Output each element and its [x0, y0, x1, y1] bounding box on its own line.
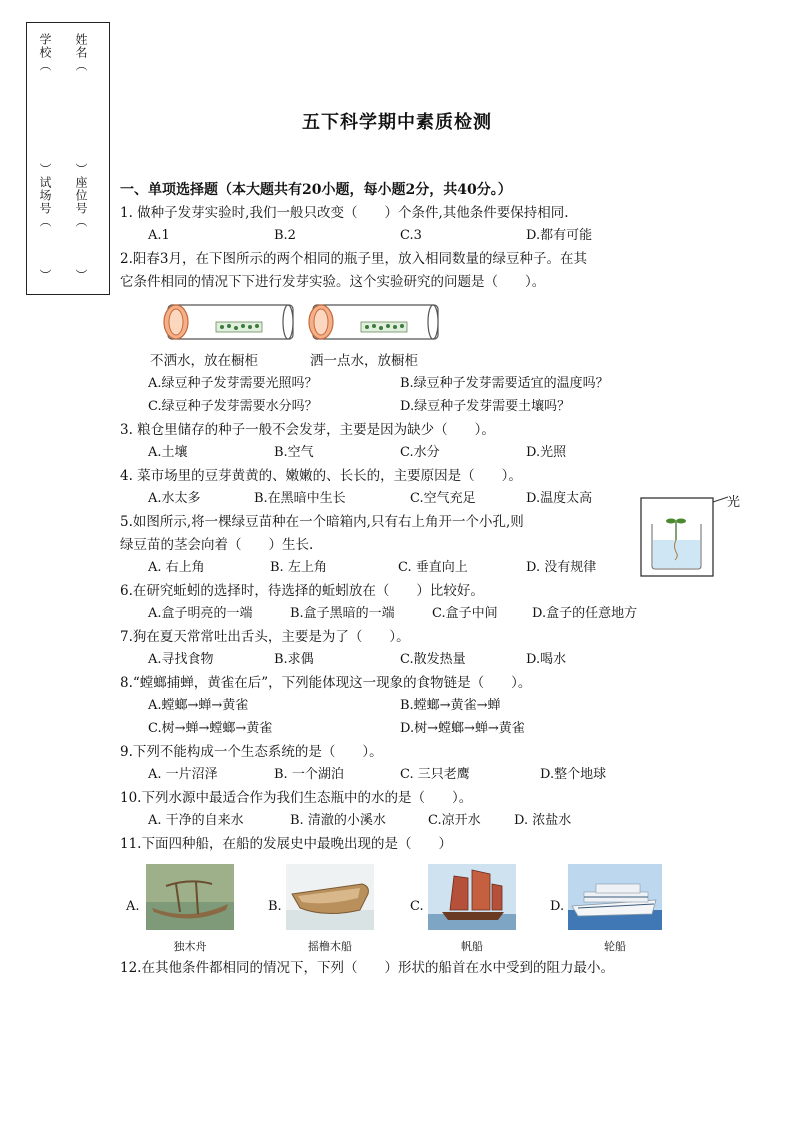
- q4-option-a: A.水太多: [148, 491, 201, 506]
- q11-caption-c: 帆船: [461, 940, 483, 953]
- question-6: 6.在研究蚯蚓的选择时，待选择的蚯蚓放在（ ）比较好。: [120, 583, 484, 599]
- q4-option-d: D.温度太高: [526, 491, 593, 506]
- question-4: 4. 菜市场里的豆芽黄黄的、嫩嫩的、长长的，主要原因是（ ）。: [120, 468, 522, 484]
- cruise-ship-image: [568, 864, 662, 930]
- q3-option-a: A.土壤: [148, 445, 188, 460]
- school-label: 学校（: [38, 33, 52, 72]
- q7-option-d: D.喝水: [526, 652, 567, 667]
- q11-letter-a: A.: [126, 899, 140, 914]
- question-3: 3. 粮仓里储存的种子一般不会发芽，主要是因为缺少（ ）。: [120, 422, 495, 438]
- q2-option-d: D.绿豆种子发芽需要土壤吗？: [400, 399, 571, 414]
- question-9: 9.下列不能构成一个生态系统的是（ ）。: [120, 744, 383, 760]
- question-5-line2: 绿豆苗的茎会向着（ ）生长.: [120, 537, 314, 553]
- rowboat-image: [286, 864, 374, 930]
- q8-option-d: D.树→螳螂→蝉→黄雀: [400, 721, 525, 736]
- question-12: 12.在其他条件都相同的情况下，下列（ ）形状的船首在水中受到的阻力最小。: [120, 960, 614, 976]
- q7-option-c: C.散发热量: [400, 652, 466, 667]
- q7-option-a: A.寻找食物: [148, 652, 214, 667]
- light-label: 光: [727, 495, 741, 510]
- room-close: ）: [38, 269, 52, 282]
- question-10: 10.下列水源中最适合作为我们生态瓶中的水的是（ ）。: [120, 790, 473, 806]
- q5-option-c: C. 垂直向上: [398, 560, 468, 575]
- name-label: 姓名（: [74, 33, 88, 72]
- q6-option-b: B.盒子黑暗的一端: [290, 606, 395, 621]
- question-1: 1. 做种子发芽实验时,我们一般只改变（ ）个条件,其他条件要保持相同.: [120, 205, 569, 221]
- q9-option-a: A. 一片沼泽: [148, 767, 218, 782]
- q4-option-c: C.空气充足: [410, 491, 476, 506]
- q10-option-a: A. 干净的自来水: [148, 813, 244, 828]
- question-11: 11.下面四种船，在船的发展史中最晚出现的是（ ）: [120, 836, 452, 852]
- q9-option-c: C. 三只老鹰: [400, 767, 470, 782]
- page-title: 五下科学期中素质检测: [302, 112, 492, 133]
- q8-option-a: A.螳螂→蝉→黄雀: [148, 698, 249, 713]
- exam-room-label: ）试场号（: [38, 163, 52, 228]
- q2-option-a: A.绿豆种子发芽需要光照吗？: [148, 376, 318, 391]
- q6-option-d: D.盒子的任意地方: [532, 606, 638, 621]
- q11-letter-d: D.: [550, 899, 565, 914]
- q1-option-a: A.1: [148, 228, 170, 243]
- q11-caption-b: 摇橹木船: [308, 940, 352, 953]
- q3-option-c: C.水分: [400, 445, 440, 460]
- dugout-canoe-image: [146, 864, 234, 930]
- bottle-left-illustration: [164, 305, 293, 339]
- sailing-junk-image: [428, 864, 516, 930]
- q9-option-d: D.整个地球: [540, 767, 607, 782]
- q3-option-b: B.空气: [274, 445, 314, 460]
- q11-caption-d: 轮船: [604, 940, 626, 953]
- q10-option-d: D. 浓盐水: [514, 813, 572, 828]
- q4-option-b: B.在黑暗中生长: [254, 491, 346, 506]
- section-heading: 一、单项选择题（本大题共有20小题，每小题2分，共40分。）: [120, 182, 512, 198]
- seat-close: ）: [74, 269, 88, 282]
- question-8: 8.“螳螂捕蝉，黄雀在后”，下列能体现这一现象的食物链是（ ）。: [120, 675, 532, 691]
- q10-option-c: C.凉开水: [428, 813, 481, 828]
- two-bottles-figure: [158, 300, 448, 346]
- seat-number-label: ）座位号（: [74, 163, 88, 228]
- q11-letter-c: C.: [410, 899, 424, 914]
- q5-option-a: A. 右上角: [148, 560, 205, 575]
- q10-option-b: B. 清澈的小溪水: [290, 813, 386, 828]
- q1-option-c: C.3: [400, 228, 422, 243]
- question-2-line1: 2.阳春3月，在下图所示的两个相同的瓶子里，放入相同数量的绿豆种子。在其: [120, 251, 587, 267]
- bottle-right-label: 洒一点水，放橱柜: [310, 353, 418, 369]
- dark-box-figure: [640, 494, 740, 580]
- question-7: 7.狗在夏天常常吐出舌头，主要是为了（ ）。: [120, 629, 410, 645]
- q1-option-b: B.2: [274, 228, 296, 243]
- student-info-box: [26, 22, 110, 295]
- q1-option-d: D.都有可能: [526, 228, 593, 243]
- q5-option-d: D. 没有规律: [526, 560, 597, 575]
- question-5-line1: 5.如图所示,将一棵绿豆苗种在一个暗箱内,只有右上角开一个小孔,则: [120, 514, 524, 530]
- q2-option-c: C.绿豆种子发芽需要水分吗？: [148, 399, 318, 414]
- q9-option-b: B. 一个湖泊: [274, 767, 344, 782]
- q5-option-b: B. 左上角: [270, 560, 327, 575]
- q6-option-c: C.盒子中间: [432, 606, 498, 621]
- q3-option-d: D.光照: [526, 445, 567, 460]
- q8-option-c: C.树→蝉→螳螂→黄雀: [148, 721, 273, 736]
- bottle-right-illustration: [309, 305, 438, 339]
- bottle-left-label: 不洒水，放在橱柜: [150, 353, 258, 369]
- q11-letter-b: B.: [268, 899, 282, 914]
- q2-option-b: B.绿豆种子发芽需要适宜的温度吗？: [400, 376, 609, 391]
- q8-option-b: B.螳螂→黄雀→蝉: [400, 698, 501, 713]
- q11-caption-a: 独木舟: [173, 940, 207, 953]
- q6-option-a: A.盒子明亮的一端: [148, 606, 253, 621]
- q7-option-b: B.求偶: [274, 652, 314, 667]
- question-2-line2: 它条件相同的情况下下进行发芽实验。这个实验研究的问题是（ ）。: [120, 274, 546, 290]
